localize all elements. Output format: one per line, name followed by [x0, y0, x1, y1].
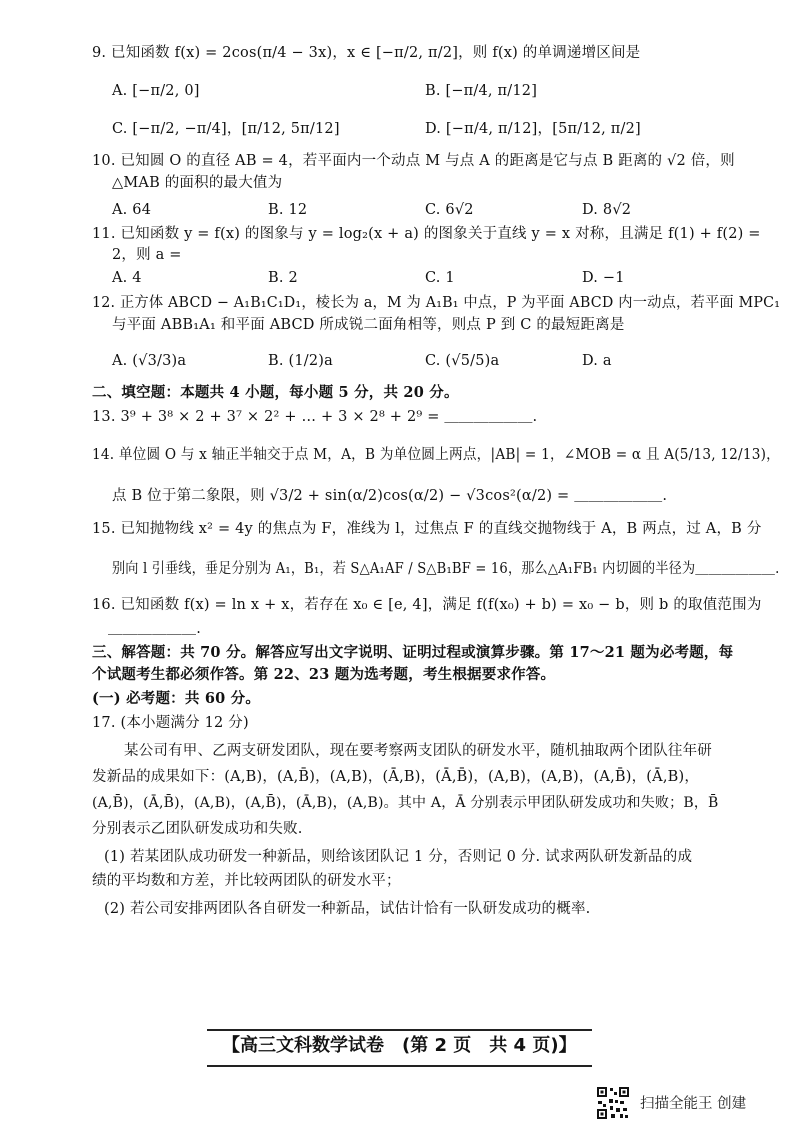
q12-option-b: B. (1/2)a: [268, 353, 333, 369]
q17-paragraph-line1: 某公司有甲、乙两支研发团队，现在要考察两支团队的研发水平，随机抽取两个团队往年研: [124, 743, 712, 759]
q9-option-b: B. [−π/4, π/12]: [425, 83, 538, 99]
q16-stem-line2: ＿＿＿＿＿＿.: [108, 621, 202, 637]
q17-title: 17. (本小题满分 12 分): [92, 715, 249, 731]
q11-stem-line2: 2，则 a =: [112, 247, 182, 263]
q12-stem-line1: 12. 正方体 ABCD − A₁B₁C₁D₁，棱长为 a，M 为 A₁B₁ 中点，P 为平面 ABCD 内一动点，若平面 MPC₁: [92, 295, 781, 311]
q10-option-c: C. 6√2: [425, 202, 474, 218]
q10-option-a: A. 64: [112, 202, 152, 218]
q11-option-a: A. 4: [112, 270, 142, 286]
q9-option-c: C. [−π/2, −π/4]，[π/12, 5π/12]: [112, 121, 340, 137]
required-subsection: (一) 必考题：共 60 分。: [92, 690, 261, 707]
q15-stem-line2: 别向 l 引垂线，垂足分别为 A₁，B₁，若 S△A₁AF / S△B₁BF = 16，那么△A₁FB₁ 内切圆的半径为＿＿＿＿＿＿.: [112, 561, 780, 577]
q9-stem: 9. 已知函数 f(x) = 2cos(π/4 − 3x)，x ∈ [−π/2, π/2]，则 f(x) 的单调递增区间是: [92, 45, 641, 61]
qr-code-icon: [596, 1086, 630, 1120]
section-3-heading-line2: 个试题考生都必须作答。第 22、23 题为选考题，考生根据要求作答。: [92, 666, 556, 683]
q11-option-d: D. −1: [582, 270, 625, 286]
section-3-heading-line1: 三、解答题：共 70 分。解答应写出文字说明、证明过程或演算步骤。第 17～21 题为必考题，每: [92, 644, 734, 661]
q11-option-c: C. 1: [425, 270, 455, 286]
q16-stem-line1: 16. 已知函数 f(x) = ln x + x，若存在 x₀ ∈ [e, 4]，满足 f(f(x₀) + b) = x₀ − b，则 b 的取值范围为: [92, 597, 762, 613]
camscanner-label: 扫描全能王 创建: [640, 1096, 747, 1112]
section-2-heading: 二、填空题：本题共 4 小题，每小题 5 分，共 20 分。: [92, 384, 459, 401]
q10-option-d: D. 8√2: [582, 202, 632, 218]
q10-stem-line1: 10. 已知圆 O 的直径 AB = 4，若平面内一个动点 M 与点 A 的距离是它与点 B 距离的 √2 倍，则: [92, 153, 735, 169]
q17-paragraph-line3: (A,B̄)，(Ā,B̄)，(A,B)，(A,B̄)，(Ā,B)，(A,B)。其中 A，Ā 分别表示甲团队研发成功和失败；B，B̄: [92, 795, 719, 811]
q11-option-b: B. 2: [268, 270, 298, 286]
q12-option-c: C. (√5/5)a: [425, 353, 500, 369]
q14-stem-line1: 14. 单位圆 O 与 x 轴正半轴交于点 M，A，B 为单位圆上两点，|AB| = 1，∠MOB = α 且 A(5/13, 12/13)，: [92, 447, 780, 463]
q17-paragraph-line2: 发新品的成果如下：(A,B)，(A,B̄)，(A,B)，(Ā,B)，(Ā,B̄)，(A,B)，(A,B)，(A,B̄)，(Ā,B)，: [92, 769, 700, 785]
q9-option-a: A. [−π/2, 0]: [112, 83, 200, 99]
q14-stem-line2: 点 B 位于第二象限，则 √3/2 + sin(α/2)cos(α/2) − √3cos²(α/2) = ＿＿＿＿＿＿.: [112, 488, 668, 504]
q12-option-a: A. (√3/3)a: [112, 353, 187, 369]
q15-stem-line1: 15. 已知抛物线 x² = 4y 的焦点为 F，准线为 l，过焦点 F 的直线交抛物线于 A，B 两点，过 A，B 分: [92, 521, 762, 537]
q9-option-d: D. [−π/4, π/12]，[5π/12, π/2]: [425, 121, 641, 137]
q17-paragraph-line4: 分别表示乙团队研发成功和失败.: [92, 821, 303, 837]
q11-stem-line1: 11. 已知函数 y = f(x) 的图象与 y = log₂(x + a) 的图象关于直线 y = x 对称，且满足 f(1) + f(2) =: [92, 226, 761, 242]
q12-option-d: D. a: [582, 353, 612, 369]
footer-title: 【高三文科数学试卷 (第 2 页 共 4 页)】: [222, 1035, 577, 1056]
q12-stem-line2: 与平面 ABB₁A₁ 和平面 ABCD 所成锐二面角相等，则点 P 到 C 的最短距离是: [112, 317, 625, 333]
q17-subquestion-1-line2: 绩的平均数和方差，并比较两团队的研发水平；: [92, 873, 401, 889]
q10-stem-line2: △MAB 的面积的最大值为: [112, 175, 283, 191]
q13-stem: 13. 3⁹ + 3⁸ × 2 + 3⁷ × 2² + … + 3 × 2⁸ + 2⁹ = ＿＿＿＿＿＿.: [92, 409, 538, 425]
q17-subquestion-1-line1: (1) 若某团队成功研发一种新品，则给该团队记 1 分，否则记 0 分. 试求两队研发新品的成: [104, 849, 693, 865]
q17-subquestion-2: (2) 若公司安排两团队各自研发一种新品，试估计恰有一队研发成功的概率.: [104, 901, 591, 917]
q10-option-b: B. 12: [268, 202, 308, 218]
